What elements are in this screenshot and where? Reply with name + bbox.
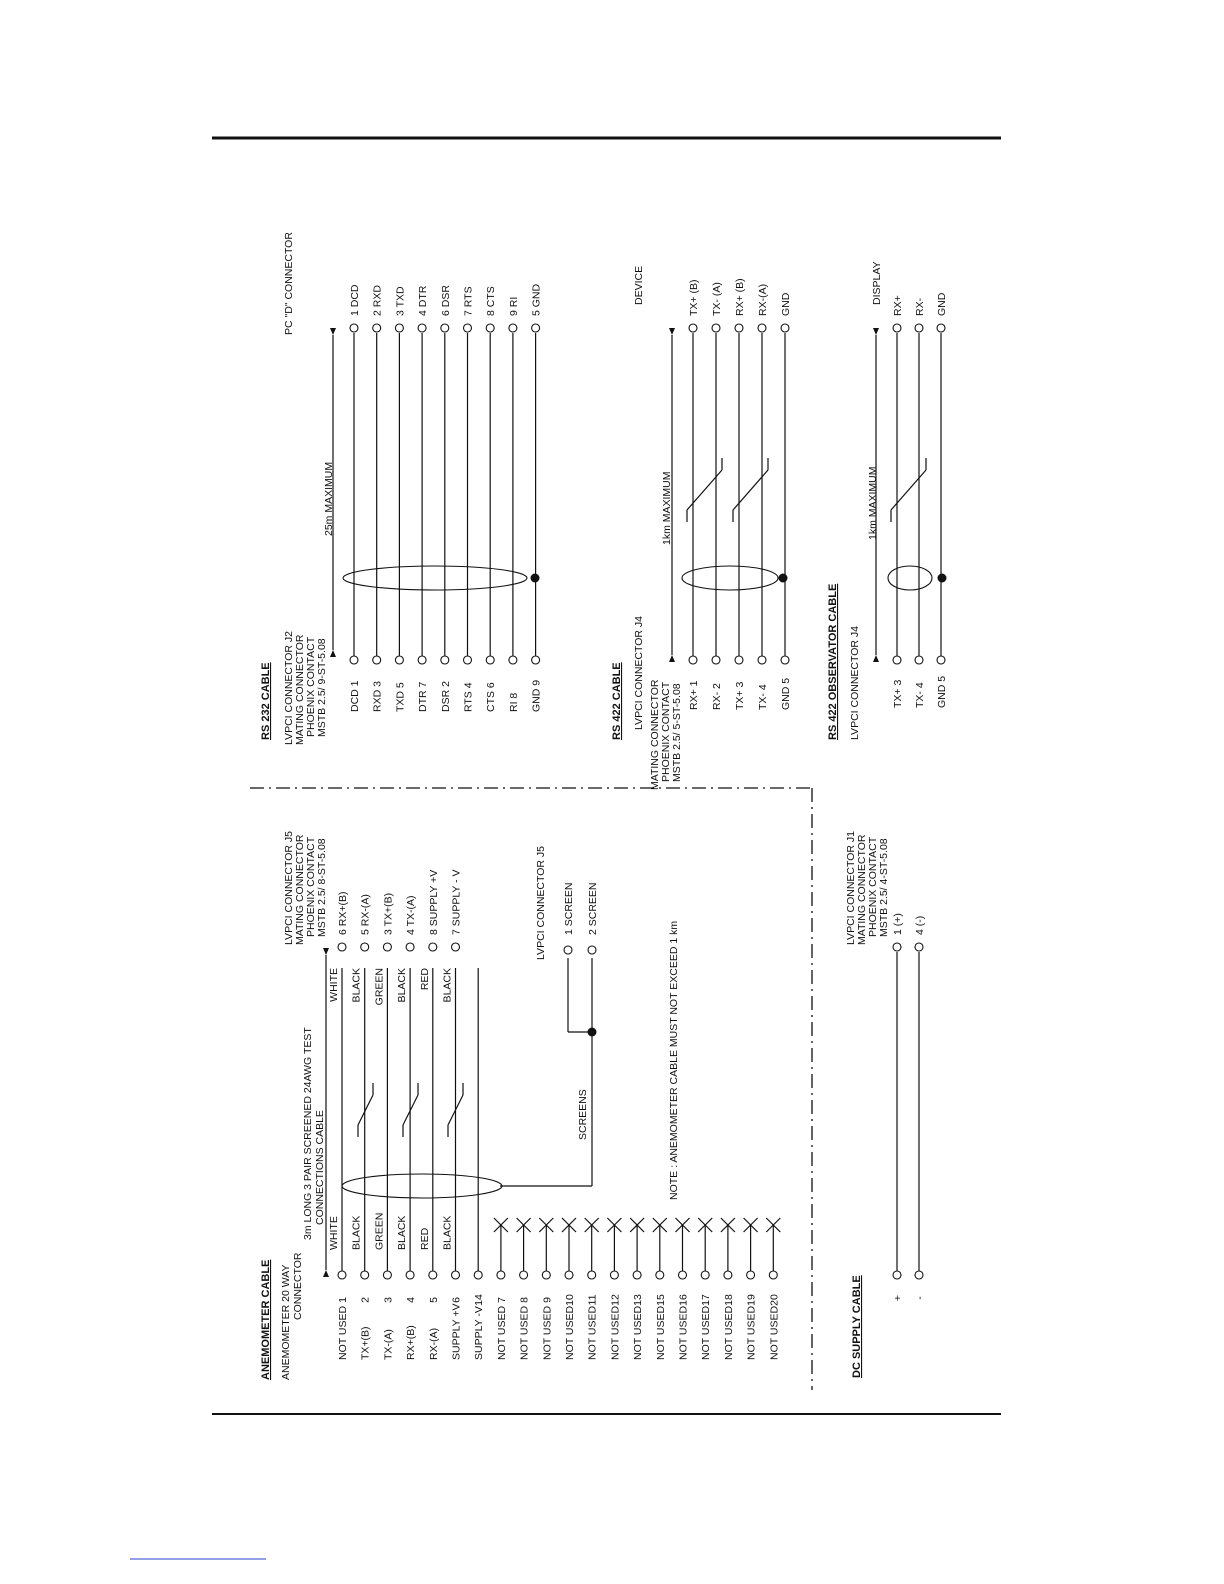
rs232-far-pin-label: 1 DCD [349,284,361,316]
anemometer-pin [452,1271,460,1279]
anemometer-row-name: NOT USED [722,1305,735,1360]
dc-supply-pin [915,1271,923,1279]
dc-supply-lvpci-label-2: MATING CONNECTOR [856,834,868,945]
rs422-title: RS 422 CABLE [611,662,623,740]
anemometer-row-name: RX+(B) [405,1325,418,1360]
rs232-far-pin-label: 6 DSR [439,285,452,316]
dc-supply-far-pin [915,943,923,951]
rs232-near-label: CTS 6 [485,682,498,712]
rs422-near-pin [735,656,743,664]
anemometer-row-name: NOT USED [677,1305,690,1360]
anemometer-row-name: NOT USED [564,1305,576,1360]
anemometer-screens-label: SCREENS [577,1089,589,1140]
anemometer-row-name: NOT USED [337,1305,349,1360]
dc-supply-pin [893,1271,901,1279]
anemometer-row-pin: 7 [495,1297,508,1303]
anemometer-row-pin: 6 [450,1297,463,1303]
anemometer-far-color: WHITE [328,968,340,1002]
anemometer-screen-pin-label-1: 1 SCREEN [563,882,575,935]
anemometer-lvpci-label-1: LVPCI CONNECTOR J5 [283,831,295,945]
dc-supply-lvpci-label-3: PHOENIX CONTACT [867,836,879,937]
rs232-near-pin [441,656,449,664]
anemometer-far-color: BLACK [441,968,454,1003]
observer-screen-node [938,574,947,583]
anemometer-wire-color: BLACK [441,1215,454,1250]
observer-near-pin [915,656,923,664]
anemometer-far-label: 3 TX+(B) [382,892,395,935]
anemometer-row-name: NOT USED [654,1305,667,1360]
observer-far-label: DISPLAY [871,261,883,305]
anemometer-far-label: 6 RX+(B) [337,891,349,935]
anemometer-row-name: NOT USED [586,1305,599,1360]
anemometer-row-pin: 18 [722,1294,735,1306]
anemometer-row-name: TX-(A) [382,1329,395,1360]
anemometer-pin [542,1271,550,1279]
anemometer-pin [520,1271,528,1279]
anemometer-row-pin: 11 [586,1294,599,1306]
rs232-length-arrow-head-a [330,650,336,657]
rs422-near-label: TX- 4 [757,684,769,710]
anemometer-row-pin: 19 [745,1294,758,1306]
observer-bundle [888,566,932,590]
rs232-far-pin [395,324,403,332]
observer-far-pin-label: RX+ [892,295,904,316]
rs422-twist-2 [733,470,768,510]
anemometer-pin [588,1271,596,1279]
rs232-near-pin [418,656,426,664]
rs232-near-pin [373,656,381,664]
rs232-far-pin-label: 2 RXD [371,285,384,316]
observer-far-pin [893,324,901,332]
rs232-screen-node [531,574,540,583]
anemometer-pin [565,1271,573,1279]
dc-supply-row-name: - [914,1296,926,1300]
rs422-near-label: GND 5 [780,677,792,710]
rs232-near-label: RXD 3 [371,681,384,712]
anemometer-screen-pin-1 [564,946,572,954]
rs232-far-pin [486,324,494,332]
rs422-twist-1 [687,470,722,510]
observer-title: RS 422 OBSERVATOR CABLE [827,583,839,740]
anemometer-far-pin [361,943,369,951]
anemometer-screen-conn-label: LVPCI CONNECTOR J5 [535,846,547,960]
anemometer-row-pin: 3 [382,1297,395,1303]
anemometer-screen-pin-label-2: 2 SCREEN [587,882,599,935]
anemometer-row-name: NOT USED [541,1305,554,1360]
anemometer-row-pin: 16 [677,1294,690,1306]
anemometer-far-color: RED [418,968,431,991]
anemometer-cable-desc-1: 3m LONG 3 PAIR SCREENED 24AWG TEST [302,1027,314,1240]
dc-supply-title: DC SUPPLY CABLE [851,1275,863,1378]
rs232-near-label: RTS 4 [462,682,475,712]
rs422-far-pin [758,324,766,332]
anemometer-pin [361,1271,369,1279]
anemometer-row-name: SUPPLY -V [473,1306,486,1360]
anemometer-pin [769,1271,777,1279]
rs232-near-pin [509,656,517,664]
observer-far-pin [915,324,923,332]
rs232-near-label: GND 9 [530,679,543,712]
anemometer-connector-label-1: ANEMOMETER 20 WAY [280,1264,292,1380]
anemometer-wire-color: GREEN [373,1212,386,1250]
anemometer-far-color: BLACK [396,968,409,1003]
rs232-near-pin [464,656,472,664]
anemometer-row-name: NOT USED [609,1305,622,1360]
rs232-near-label: RI 8 [507,692,520,712]
observer-near-label: TX+ 3 [892,679,904,708]
rs232-far-pin [418,324,426,332]
rs422-length-arrow-head-b [669,328,675,335]
rs232-length-arrow-head-b [330,328,336,335]
anemometer-row-name: NOT USED [632,1305,645,1360]
rs232-far-pin [464,324,472,332]
dc-supply-lvpci-label-1: LVPCI CONNECTOR J1 [845,831,857,945]
anemometer-row-pin: 17 [700,1294,713,1306]
observer-length-arrow-head-a [873,655,879,662]
anemometer-row-pin: 10 [564,1294,576,1306]
rs232-far-pin [532,324,540,332]
anemometer-lvpci-label-3: PHOENIX CONTACT [305,836,317,937]
rs422-lvpci-label-2: MATING CONNECTOR [649,679,661,790]
anemometer-pin [679,1271,687,1279]
rs232-lvpci-label-3: PHOENIX CONTACT [305,636,317,737]
rs232-near-pin [395,656,403,664]
anemometer-row-name: SUPPLY +V [450,1303,463,1360]
anemometer-row-pin: 4 [405,1297,418,1303]
anemometer-pin [633,1271,641,1279]
anemometer-wire-color: BLACK [396,1215,409,1250]
anemometer-far-pin [338,943,346,951]
rs232-far-pin-label: 5 GND [530,283,543,316]
anemometer-row-pin: 5 [427,1297,440,1303]
anemometer-row-name: NOT USED [768,1305,781,1360]
rs232-far-pin-label: 8 CTS [485,286,498,316]
rs232-lvpci-label-2: MATING CONNECTOR [294,634,306,745]
anemometer-pin [406,1271,414,1279]
dc-supply-lvpci-label-4: MSTB 2.5/ 4-ST-5.08 [878,838,890,937]
rs422-near-label: TX+ 3 [734,681,746,710]
dc-supply-far-label: 4 (-) [914,915,926,935]
anemometer-row-name: NOT USED [518,1305,531,1360]
observer-near-pin [937,656,945,664]
rs232-far-pin-label: 7 RTS [462,286,475,316]
anemometer-title: ANEMOMETER CABLE [260,1259,272,1380]
anemometer-connector-label-2: CONNECTOR [292,1252,304,1320]
observer-near-label: TX- 4 [914,682,926,708]
anemometer-far-pin [452,943,460,951]
anemometer-far-color: BLACK [350,968,363,1003]
rs232-near-label: DCD 1 [349,680,361,712]
observer-lvpci-label: LVPCI CONNECTOR J4 [849,626,861,740]
rs232-near-pin [486,656,494,664]
anemometer-row-name: NOT USED [745,1305,758,1360]
rs422-near-pin [758,656,766,664]
anemometer-far-label: 8 SUPPLY +V [427,869,440,935]
rs232-title: RS 232 CABLE [260,662,272,740]
anemometer-row-pin: 13 [632,1294,645,1306]
anemometer-row-pin: 9 [541,1297,554,1303]
anemometer-far-label: 5 RX-(A) [359,894,372,935]
anemometer-pin [724,1271,732,1279]
rs232-near-label: TXD 5 [394,682,407,712]
rs232-far-pin [350,324,358,332]
rs232-bundle [343,566,527,590]
rs422-far-pin-label: RX+ (B) [734,278,746,316]
observer-far-pin [937,324,945,332]
rs232-far-pin [509,324,517,332]
rs422-near-pin [712,656,720,664]
rs232-near-pin [532,656,540,664]
rs422-screen-node [779,574,788,583]
rs422-far-pin-label: TX+ (B) [688,279,700,316]
rs232-far-pin-label: 3 TXD [394,286,407,316]
rs422-bundle [682,566,778,590]
observer-far-pin-label: RX- [914,297,926,316]
anemometer-pin [474,1271,482,1279]
rs232-near-pin [350,656,358,664]
anemometer-row-pin: 15 [654,1294,667,1306]
anemometer-wire-color: RED [418,1227,431,1250]
dc-supply-row-name: + [892,1294,904,1302]
rs422-length-arrow-head-a [669,655,675,662]
rs422-far-pin [689,324,697,332]
anemometer-far-color: GREEN [373,968,386,1006]
anemometer-lvpci-label-4: MSTB 2.5/ 8-ST-5.08 [316,838,328,937]
rs422-far-pin-label: RX-(A) [757,283,769,316]
anemometer-pin [701,1271,709,1279]
anemometer-wire-color: BLACK [350,1215,363,1250]
anemometer-row-name: TX+(B) [359,1326,372,1360]
anemometer-row-name: RX-(A) [427,1327,440,1360]
anemometer-row-name: NOT USED [495,1305,508,1360]
anemometer-wire-color: WHITE [328,1216,340,1250]
observer-near-label: GND 5 [936,675,948,708]
rs232-far-pin-label: 4 DTR [417,285,430,316]
rs232-near-label: DTR 7 [417,681,430,712]
observer-near-pin [893,656,901,664]
observer-length-arrow-head-b [873,328,879,335]
anemometer-cable-desc-2: CONNECTIONS CABLE [314,1110,326,1225]
anemometer-screen-pin-2 [588,946,596,954]
rs422-far-pin [735,324,743,332]
rs422-lvpci-label-4: MSTB 2.5/ 5-ST-5.08 [671,683,683,782]
anemometer-note: NOTE : ANEMOMETER CABLE MUST NOT EXCEED 1 km [668,920,680,1200]
anemometer-length-arrow-head-a [323,1270,329,1277]
anemometer-row-pin: 2 [359,1297,372,1303]
anemometer-pin [656,1271,664,1279]
anemometer-row-pin: 14 [473,1294,486,1306]
anemometer-row-pin: 12 [609,1294,622,1306]
rs422-near-label: RX+ 1 [688,680,700,710]
anemometer-pin [429,1271,437,1279]
rs232-near-label: DSR 2 [439,681,452,712]
observer-length-label: 1km MAXIMUM [867,466,879,540]
observer-far-pin-label: GND [936,292,948,316]
anemometer-far-label: 4 TX-(A) [405,895,418,935]
anemometer-pin [610,1271,618,1279]
anemometer-far-pin [429,943,437,951]
rs422-length-label: 1km MAXIMUM [661,471,673,545]
rs232-length-label: 25m MAXIMUM [323,461,335,536]
observer-twist [891,470,926,510]
anemometer-length-arrow-head-b [323,948,329,955]
rs232-lvpci-label-1: LVPCI CONNECTOR J2 [283,631,295,745]
anemometer-far-label: 7 SUPPLY - V [450,869,463,935]
rs232-far-pin [373,324,381,332]
rs422-far-pin [781,324,789,332]
rs422-far-pin-label: TX- (A) [711,282,723,316]
rs422-lvpci-label-1: LVPCI CONNECTOR J4 [633,616,645,730]
anemometer-row-pin: 1 [337,1297,349,1303]
rs422-lvpci-label-3: PHOENIX CONTACT [660,681,672,782]
anemometer-far-pin [383,943,391,951]
anemometer-pin [497,1271,505,1279]
anemometer-row-pin: 8 [518,1297,531,1303]
anemometer-row-name: NOT USED [700,1305,713,1360]
anemometer-row-pin: 20 [768,1294,781,1306]
rs232-far-pin-label: 9 RI [507,296,520,316]
rs232-far-label: PC "D" CONNECTOR [283,232,295,335]
anemometer-twist-1 [358,1095,373,1125]
dc-supply-far-pin [893,943,901,951]
rs232-far-pin [441,324,449,332]
rs422-far-pin-label: GND [780,292,792,316]
rs422-near-pin [689,656,697,664]
rs422-near-pin [781,656,789,664]
rs422-far-label: DEVICE [633,265,645,305]
rs422-far-pin [712,324,720,332]
dc-supply-far-label: 1 (+) [892,913,904,935]
rs422-near-label: RX- 2 [711,683,723,710]
anemometer-pin [338,1271,346,1279]
rotated-diagram [260,232,948,1380]
anemometer-pin [383,1271,391,1279]
anemometer-pin [747,1271,755,1279]
anemometer-far-pin [406,943,414,951]
rs232-lvpci-label-4: MSTB 2.5/ 9-ST-5.08 [316,638,328,737]
anemometer-lvpci-label-2: MATING CONNECTOR [294,834,306,945]
